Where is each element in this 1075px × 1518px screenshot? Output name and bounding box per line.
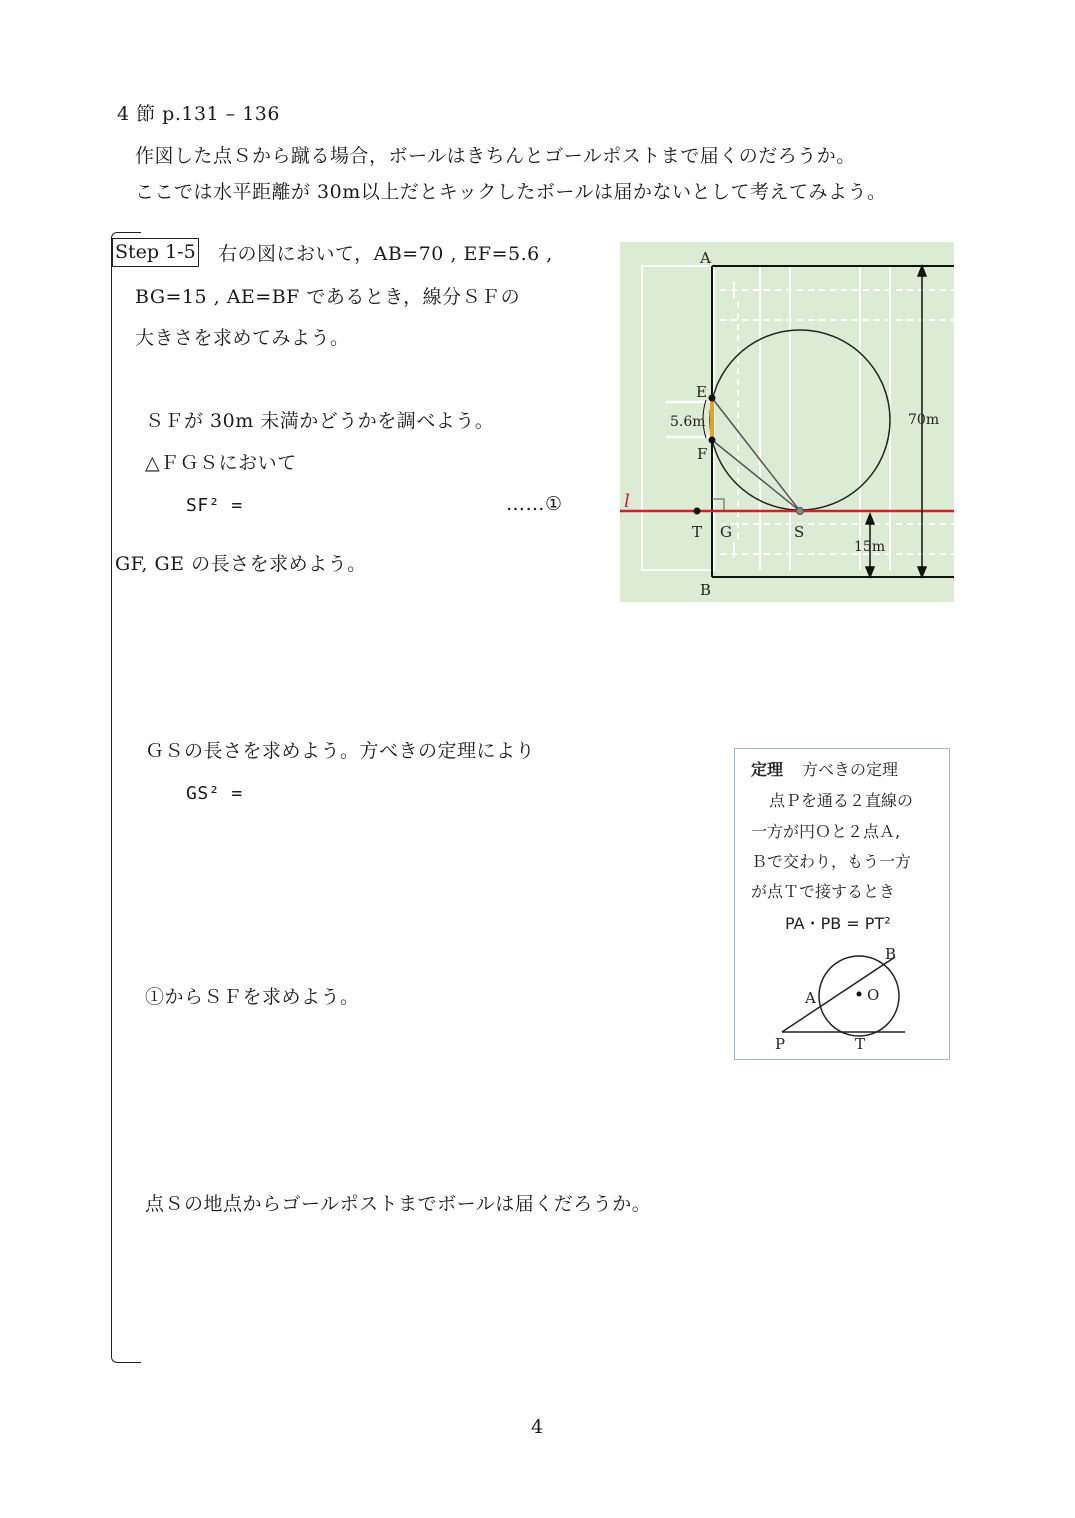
triangle-text: △ＦＧＳにおいて: [145, 452, 297, 474]
point-t: [694, 508, 701, 515]
label-g: G: [720, 523, 732, 541]
label-a: A: [700, 249, 711, 267]
theorem-box: [734, 748, 950, 1060]
theorem-diagram: [735, 939, 949, 1059]
gf-ge-text: GF, GE の長さを求めよう。: [115, 553, 367, 575]
label-70m: 70m: [908, 412, 940, 428]
label-s: S: [794, 523, 805, 541]
sf-equation: SF² =: [186, 495, 243, 516]
equation-ref-1: ……①: [506, 493, 563, 515]
label-e: E: [696, 383, 707, 401]
theorem-formula: PA・PB = PT²: [785, 914, 891, 933]
theorem-title: 定理: [751, 760, 784, 779]
intro-line-2: ここでは水平距離が 30m以上だとキックしたボールは届かないとして考えてみよう。: [135, 181, 887, 203]
label-5-6m: 5.6m: [670, 414, 706, 430]
theorem-label-b: B: [885, 945, 897, 963]
label-f: F: [697, 445, 708, 463]
label-t: T: [692, 523, 703, 541]
section-reference: 4 節 p.131 – 136: [117, 103, 280, 125]
step-line-1: 右の図において，AB=70 , EF=5.6 ,: [218, 243, 553, 265]
label-15m: 15m: [854, 539, 886, 555]
label-b: B: [700, 581, 712, 599]
field-figure: [620, 242, 954, 602]
step-line-2: BG=15 , AE=BF であるとき，線分ＳＦの: [135, 286, 521, 308]
theorem-label-a: A: [805, 989, 816, 1007]
step-line-3: 大きさを求めてみよう。: [135, 327, 350, 349]
label-l: l: [624, 491, 630, 512]
theorem-line-3: Ｂで交わり，もう一方: [751, 852, 912, 871]
point-e: [709, 395, 716, 402]
step-label: Step 1-5: [112, 238, 199, 267]
theorem-line-4: が点Ｔで接するとき: [751, 882, 896, 901]
step-bracket: [111, 232, 141, 1363]
point-s: [797, 508, 804, 515]
theorem-label-o: O: [867, 986, 880, 1004]
theorem-line-2: 一方が円Ｏと２点Ａ,: [751, 822, 901, 841]
page-number: 4: [531, 1416, 544, 1438]
theorem-label-t: T: [855, 1035, 866, 1053]
theorem-name: 方べきの定理: [802, 760, 899, 779]
theorem-line-1: 点Ｐを通る２直線の: [769, 791, 914, 810]
gs-intro-text: ＧＳの長さを求めよう。方べきの定理により: [145, 740, 536, 762]
theorem-center-point: [857, 992, 862, 997]
theorem-label-p: P: [775, 1035, 786, 1053]
from-1-text: ①からＳＦを求めよう。: [145, 986, 360, 1008]
gs-equation: GS² =: [186, 783, 243, 804]
point-f: [709, 437, 716, 444]
check-sf-text: ＳＦが 30m 未満かどうかを調べよう。: [145, 410, 495, 432]
question-text: 点Ｓの地点からゴールポストまでボールは届くだろうか。: [145, 1193, 652, 1215]
intro-line-1: 作図した点Ｓから蹴る場合，ボールはきちんとゴールポストまで届くのだろうか。: [135, 145, 856, 167]
